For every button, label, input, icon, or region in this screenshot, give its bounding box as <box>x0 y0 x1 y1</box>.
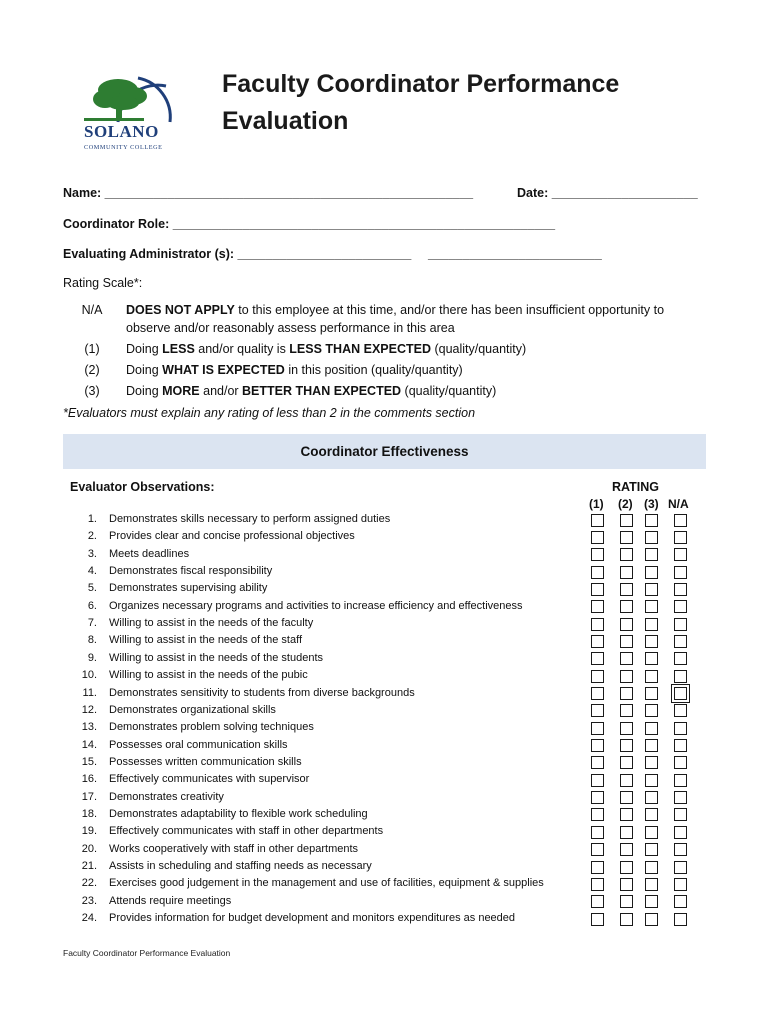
rating-checkbox-na[interactable] <box>674 548 687 561</box>
rating-checkbox-2[interactable] <box>620 739 633 752</box>
item-text: Willing to assist in the needs of the students <box>109 651 324 664</box>
rating-checkbox-na[interactable] <box>674 600 687 613</box>
item-text: Demonstrates organizational skills <box>109 703 276 716</box>
rating-checkbox-2[interactable] <box>620 531 633 544</box>
item-number: 23. <box>81 894 97 907</box>
item-number: 16. <box>81 773 97 786</box>
rating-checkbox-2[interactable] <box>620 808 633 821</box>
rating-checkbox-3[interactable] <box>645 878 658 891</box>
rating-checkbox-3[interactable] <box>645 756 658 769</box>
item-number: 6. <box>87 599 97 612</box>
rating-checkbox-1[interactable] <box>591 618 604 631</box>
scale-text: Doing <box>126 384 163 398</box>
rating-checkbox-1[interactable] <box>591 895 604 908</box>
scale-text: (quality/quantity) <box>401 384 497 398</box>
rating-checkbox-na[interactable] <box>674 826 687 839</box>
rating-checkbox-2[interactable] <box>620 843 633 856</box>
scale-code: (1) <box>84 342 100 356</box>
rating-checkbox-2[interactable] <box>620 791 633 804</box>
rating-checkbox-3[interactable] <box>645 566 658 579</box>
evaluating-administrator-field-2[interactable]: _________________________ <box>428 247 602 261</box>
item-number: 14. <box>81 738 97 751</box>
rating-checkbox-na[interactable] <box>674 704 687 717</box>
item-text: Demonstrates creativity <box>109 790 224 803</box>
rating-checkbox-1[interactable] <box>591 826 604 839</box>
rating-checkbox-1[interactable] <box>591 670 604 683</box>
item-text: Provides information for budget development and monitors expenditures as needed <box>109 912 516 925</box>
coordinator-role-field[interactable]: Coordinator Role: _______________________________________________________ <box>63 217 556 231</box>
rating-checkbox-na[interactable] <box>674 739 687 752</box>
evaluator-note: *Evaluators must explain any rating of less than 2 in the comments section <box>63 406 476 420</box>
rating-checkbox-2[interactable] <box>620 548 633 561</box>
logo-wordmark: SOLANO <box>84 122 159 141</box>
item-text: Attends require meetings <box>109 894 232 907</box>
item-number: 10. <box>81 669 97 682</box>
rating-checkbox-3[interactable] <box>645 514 658 527</box>
rating-checkbox-2[interactable] <box>620 652 633 665</box>
title-line-1: Faculty Coordinator Performance <box>222 70 620 98</box>
rating-checkbox-3[interactable] <box>645 548 658 561</box>
rating-checkbox-2[interactable] <box>620 704 633 717</box>
item-text: Meets deadlines <box>109 547 190 560</box>
rating-checkbox-3[interactable] <box>645 843 658 856</box>
item-text: Works cooperatively with staff in other departments <box>109 842 359 855</box>
rating-checkbox-1[interactable] <box>591 843 604 856</box>
logo-subtitle: COMMUNITY COLLEGE <box>84 144 163 151</box>
item-number: 9. <box>87 651 97 664</box>
rating-checkbox-1[interactable] <box>591 600 604 613</box>
item-number: 1. <box>87 513 97 525</box>
item-text: Willing to assist in the needs of the staff <box>109 634 303 647</box>
rating-checkbox-1[interactable] <box>591 652 604 665</box>
rating-checkbox-na[interactable] <box>674 861 687 874</box>
name-field[interactable]: Name: _____________________________________________________ <box>63 186 474 200</box>
rating-checkbox-3[interactable] <box>645 618 658 631</box>
rating-checkbox-2[interactable] <box>620 618 633 631</box>
rating-checkbox-1[interactable] <box>591 913 604 926</box>
rating-checkbox-2[interactable] <box>620 913 633 926</box>
rating-checkbox-na[interactable] <box>674 583 687 596</box>
rating-checkbox-2[interactable] <box>620 756 633 769</box>
section-header <box>63 434 706 469</box>
rating-checkbox-1[interactable] <box>591 635 604 648</box>
rating-checkbox-na[interactable] <box>674 687 687 700</box>
rating-checkbox-2[interactable] <box>620 878 633 891</box>
rating-checkbox-3[interactable] <box>645 774 658 787</box>
rating-column-1: (1) <box>589 497 604 511</box>
item-text: Organizes necessary programs and activities to increase efficiency and effectiveness <box>109 599 523 612</box>
rating-checkbox-3[interactable] <box>645 722 658 735</box>
item-text: Effectively communicates with supervisor <box>109 773 310 786</box>
item-number: 15. <box>81 755 97 768</box>
rating-checkbox-1[interactable] <box>591 774 604 787</box>
rating-checkbox-2[interactable] <box>620 583 633 596</box>
rating-checkbox-2[interactable] <box>620 514 633 527</box>
rating-checkbox-1[interactable] <box>591 566 604 579</box>
rating-checkbox-3[interactable] <box>645 791 658 804</box>
rating-column-3: (3) <box>644 497 659 511</box>
scale-code: (2) <box>84 363 100 377</box>
item-text: Demonstrates problem solving techniques <box>109 721 314 734</box>
item-number: 21. <box>81 860 97 872</box>
observations-label: Evaluator Observations: <box>70 480 215 494</box>
scale-code: (3) <box>84 384 100 398</box>
item-text: Willing to assist in the needs of the faculty <box>109 617 314 630</box>
item-number: 22. <box>81 877 97 890</box>
rating-checkbox-na[interactable] <box>674 531 687 544</box>
rating-checkbox-1[interactable] <box>591 878 604 891</box>
item-number: 19. <box>81 825 97 838</box>
rating-checkbox-2[interactable] <box>620 826 633 839</box>
tree-icon <box>84 79 147 121</box>
item-number: 24. <box>81 912 97 925</box>
rating-checkbox-3[interactable] <box>645 704 658 717</box>
item-number: 7. <box>87 617 97 630</box>
rating-checkbox-3[interactable] <box>645 600 658 613</box>
rating-checkbox-3[interactable] <box>645 670 658 683</box>
item-text: Demonstrates fiscal responsibility <box>109 565 273 578</box>
rating-checkbox-1[interactable] <box>591 548 604 561</box>
rating-checkbox-na[interactable] <box>674 652 687 665</box>
rating-column-na: N/A <box>668 497 689 511</box>
rating-label: RATING <box>612 480 659 494</box>
rating-checkbox-2[interactable] <box>620 670 633 683</box>
rating-checkbox-3[interactable] <box>645 861 658 874</box>
rating-checkbox-1[interactable] <box>591 791 604 804</box>
scale-text: Doing <box>126 342 163 356</box>
rating-checkbox-2[interactable] <box>620 687 633 700</box>
rating-checkbox-na[interactable] <box>674 878 687 891</box>
scale-text: and/or <box>199 384 243 398</box>
rating-checkbox-1[interactable] <box>591 756 604 769</box>
item-number: 5. <box>87 582 97 595</box>
rating-checkbox-2[interactable] <box>620 861 633 874</box>
rating-checkbox-1[interactable] <box>591 583 604 596</box>
item-text: Willing to assist in the needs of the pubic <box>109 669 308 682</box>
item-number: 13. <box>81 721 97 734</box>
item-number: 11. <box>82 686 97 699</box>
rating-checkbox-2[interactable] <box>620 774 633 787</box>
item-text: Provides clear and concise professional objectives <box>109 530 355 543</box>
scale-code: N/A <box>81 303 103 317</box>
item-number: 8. <box>87 634 97 647</box>
scale-text: Doing <box>126 363 163 377</box>
rating-checkbox-na[interactable] <box>674 514 687 527</box>
scale-bold: DOES NOT APPLY <box>126 303 235 317</box>
scale-text: (quality/quantity) <box>430 342 527 356</box>
rating-checkbox-1[interactable] <box>591 531 604 544</box>
item-text: Demonstrates supervising ability <box>109 582 268 595</box>
rating-checkbox-na[interactable] <box>674 635 687 648</box>
scale-text: to this employee at this time, and/or there has been insufficient opportunity to <box>234 303 665 317</box>
scale-bold: BETTER THAN EXPECTED <box>242 384 402 398</box>
rating-checkbox-na[interactable] <box>674 756 687 769</box>
rating-checkbox-2[interactable] <box>620 722 633 735</box>
scale-bold: LESS THAN EXPECTED <box>289 342 431 356</box>
rating-checkbox-na[interactable] <box>674 791 687 804</box>
rating-checkbox-na[interactable] <box>674 774 687 787</box>
item-text: Assists in scheduling and staffing needs as necessary <box>109 860 372 872</box>
item-text: Possesses written communication skills <box>109 755 302 768</box>
item-number: 20. <box>81 842 97 855</box>
rating-checkbox-2[interactable] <box>620 600 633 613</box>
scale-text: in this position (quality/quantity) <box>284 363 463 377</box>
rating-checkbox-3[interactable] <box>645 531 658 544</box>
rating-checkbox-2[interactable] <box>620 895 633 908</box>
scale-row-na-continued: observe and/or reasonably assess performance in this area <box>126 321 455 335</box>
rating-checkbox-na[interactable] <box>674 895 687 908</box>
item-text: Demonstrates sensitivity to students from diverse backgrounds <box>109 686 415 699</box>
scale-bold: LESS <box>162 342 195 356</box>
rating-checkbox-na[interactable] <box>674 913 687 926</box>
rating-checkbox-3[interactable] <box>645 895 658 908</box>
scale-bold: WHAT IS EXPECTED <box>162 363 285 377</box>
rating-checkbox-3[interactable] <box>645 913 658 926</box>
rating-checkbox-na[interactable] <box>674 808 687 821</box>
rating-checkbox-na[interactable] <box>674 566 687 579</box>
item-text: Demonstrates skills necessary to perform assigned duties <box>109 513 391 525</box>
rating-checkbox-1[interactable] <box>591 722 604 735</box>
scale-bold: MORE <box>162 384 200 398</box>
rating-checkbox-na[interactable] <box>674 843 687 856</box>
rating-checkbox-3[interactable] <box>645 583 658 596</box>
section-title: Coordinator Effectiveness <box>300 444 469 459</box>
item-number: 12. <box>81 703 97 716</box>
rating-checkbox-3[interactable] <box>645 808 658 821</box>
item-number: 2. <box>87 530 97 543</box>
item-number: 17. <box>81 790 97 803</box>
rating-checkbox-3[interactable] <box>645 635 658 648</box>
item-text: Effectively communicates with staff in other departments <box>109 825 384 838</box>
rating-checkbox-3[interactable] <box>645 739 658 752</box>
item-number: 4. <box>87 565 97 578</box>
item-text: Possesses oral communication skills <box>109 738 288 751</box>
rating-checkbox-na[interactable] <box>674 722 687 735</box>
rating-checkbox-1[interactable] <box>591 514 604 527</box>
item-text: Demonstrates adaptability to flexible work scheduling <box>109 807 368 820</box>
rating-checkbox-1[interactable] <box>591 739 604 752</box>
rating-checkbox-2[interactable] <box>620 566 633 579</box>
rating-checkbox-3[interactable] <box>645 687 658 700</box>
title-line-2: Evaluation <box>222 107 349 135</box>
item-text: Exercises good judgement in the management and use of facilities, equipment & supplies <box>109 877 544 890</box>
rating-checkbox-1[interactable] <box>591 687 604 700</box>
rating-checkbox-2[interactable] <box>620 635 633 648</box>
scale-text: and/or quality is <box>194 342 290 356</box>
rating-checkbox-1[interactable] <box>591 704 604 717</box>
page-footer: Faculty Coordinator Performance Evaluation <box>63 948 231 958</box>
rating-scale-label: Rating Scale*: <box>63 276 143 290</box>
date-field[interactable]: Date: _____________________ <box>517 186 698 200</box>
item-number: 18. <box>81 807 97 820</box>
page-title <box>222 66 619 140</box>
rating-checkbox-3[interactable] <box>645 652 658 665</box>
evaluating-administrator-field[interactable]: Evaluating Administrator (s): _________________________ <box>63 247 412 261</box>
rating-checkbox-na[interactable] <box>674 670 687 683</box>
rating-checkbox-1[interactable] <box>591 808 604 821</box>
rating-checkbox-1[interactable] <box>591 861 604 874</box>
rating-checkbox-3[interactable] <box>645 826 658 839</box>
rating-checkbox-na[interactable] <box>674 618 687 631</box>
item-number: 3. <box>87 547 97 560</box>
rating-column-2: (2) <box>618 497 633 511</box>
